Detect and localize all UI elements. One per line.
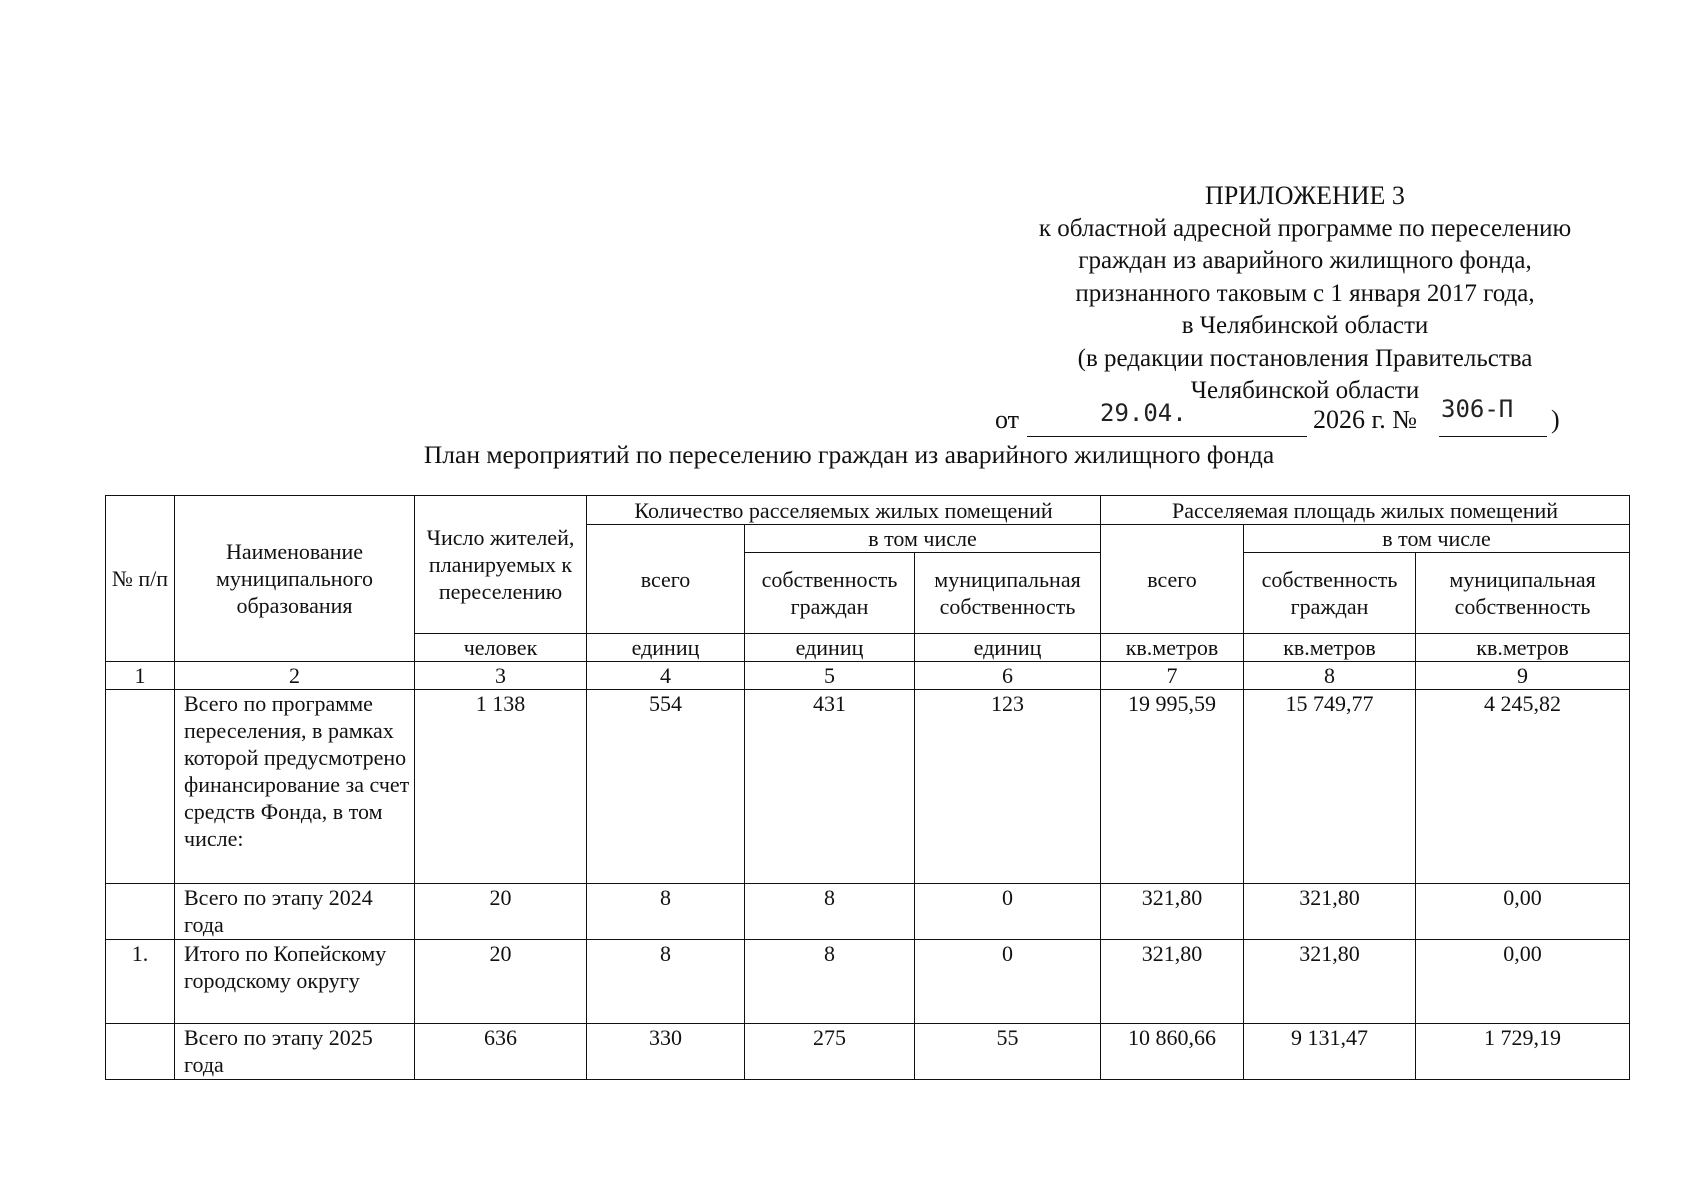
header-name: Наименование муниципального образования bbox=[175, 496, 415, 662]
annex-line: граждан из аварийного жилищного фонда, bbox=[1078, 247, 1532, 274]
row-area-citizens: 15 749,77 bbox=[1244, 690, 1416, 884]
handwritten-number: 306-П bbox=[1441, 395, 1514, 423]
row-count-total: 8 bbox=[587, 884, 745, 940]
plan-title: План мероприятий по переселению граждан из аварийного жилищного фонда bbox=[423, 440, 1275, 469]
annex-line: Челябинской области bbox=[1190, 377, 1420, 404]
unit-people: человек bbox=[415, 634, 587, 662]
row-count-total: 8 bbox=[587, 940, 745, 1024]
header-count-citizens: собственность граждан bbox=[745, 553, 915, 634]
column-number: 2 bbox=[175, 662, 415, 690]
column-number: 9 bbox=[1416, 662, 1630, 690]
annex-line: признанного таковым с 1 января 2017 года, bbox=[1075, 279, 1535, 307]
row-count-municipal: 0 bbox=[915, 940, 1101, 1024]
date-blank bbox=[1027, 436, 1307, 437]
header-count-municipal: муниципальная собственность bbox=[915, 553, 1101, 634]
row-area-citizens: 321,80 bbox=[1244, 940, 1416, 1024]
row-area-municipal: 4 245,82 bbox=[1416, 690, 1630, 884]
row-count-citizens: 275 bbox=[745, 1024, 915, 1080]
table-row bbox=[106, 940, 1630, 1024]
row-count-citizens: 431 bbox=[745, 690, 915, 884]
column-number: 4 bbox=[587, 662, 745, 690]
resettlement-plan-table bbox=[105, 495, 1630, 1080]
header-residents: Число жителей, планируемых к переселению bbox=[415, 496, 587, 634]
table-row bbox=[106, 690, 1630, 884]
row-area-citizens: 321,80 bbox=[1244, 884, 1416, 940]
unit-units: единиц bbox=[587, 634, 745, 662]
unit-sqm: кв.метров bbox=[1101, 634, 1244, 662]
unit-units: единиц bbox=[915, 634, 1101, 662]
column-number: 3 bbox=[415, 662, 587, 690]
header-num: № п/п bbox=[106, 496, 175, 662]
row-residents: 636 bbox=[415, 1024, 587, 1080]
header-area-including: в том числе bbox=[1244, 525, 1630, 553]
unit-sqm: кв.метров bbox=[1416, 634, 1630, 662]
header-area-citizens: собственность граждан bbox=[1244, 553, 1416, 634]
header-area-group: Расселяемая площадь жилых помещений bbox=[1101, 496, 1630, 525]
row-area-total: 321,80 bbox=[1101, 940, 1244, 1024]
column-number: 7 bbox=[1101, 662, 1244, 690]
column-number: 8 bbox=[1244, 662, 1416, 690]
row-name: Всего по программе переселения, в рамках которой предусмотрено финансирование за счет средств Фонда, в том числе: bbox=[175, 690, 415, 884]
row-area-municipal: 0,00 bbox=[1416, 884, 1630, 940]
row-num bbox=[106, 884, 175, 940]
column-number: 1 bbox=[106, 662, 175, 690]
row-area-total: 19 995,59 bbox=[1101, 690, 1244, 884]
annex-line: в Челябинской области bbox=[1181, 312, 1429, 339]
row-area-total: 10 860,66 bbox=[1101, 1024, 1244, 1080]
date-prefix: от bbox=[995, 405, 1020, 434]
row-count-municipal: 123 bbox=[915, 690, 1101, 884]
row-name: Всего по этапу 2024 года bbox=[175, 884, 415, 940]
row-area-citizens: 9 131,47 bbox=[1244, 1024, 1416, 1080]
annex-line: (в редакции постановления Правительства bbox=[1077, 344, 1533, 372]
table-row bbox=[106, 884, 1630, 940]
row-residents: 20 bbox=[415, 940, 587, 1024]
table-row bbox=[106, 1024, 1630, 1080]
resolution-date-line bbox=[995, 395, 1595, 441]
header-area-municipal: муниципальная собственность bbox=[1416, 553, 1630, 634]
row-count-total: 554 bbox=[587, 690, 745, 884]
row-area-municipal: 1 729,19 bbox=[1416, 1024, 1630, 1080]
column-number: 5 bbox=[745, 662, 915, 690]
row-count-total: 330 bbox=[587, 1024, 745, 1080]
annex-header bbox=[960, 180, 1650, 408]
annex-title: ПРИЛОЖЕНИЕ 3 bbox=[1205, 181, 1405, 210]
row-count-citizens: 8 bbox=[745, 940, 915, 1024]
unit-sqm: кв.метров bbox=[1244, 634, 1416, 662]
handwritten-date: 29.04. bbox=[1100, 399, 1187, 427]
header-area-total: всего bbox=[1101, 525, 1244, 634]
date-year: 2026 г. № bbox=[1313, 405, 1418, 434]
row-num bbox=[106, 1024, 175, 1080]
row-residents: 20 bbox=[415, 884, 587, 940]
header-count-group: Количество расселяемых жилых помещений bbox=[587, 496, 1101, 525]
number-blank bbox=[1439, 436, 1547, 437]
column-number: 6 bbox=[915, 662, 1101, 690]
row-num: 1. bbox=[106, 940, 175, 1024]
row-count-citizens: 8 bbox=[745, 884, 915, 940]
header-count-total: всего bbox=[587, 525, 745, 634]
row-num bbox=[106, 690, 175, 884]
row-count-municipal: 55 bbox=[915, 1024, 1101, 1080]
row-area-municipal: 0,00 bbox=[1416, 940, 1630, 1024]
row-residents: 1 138 bbox=[415, 690, 587, 884]
unit-units: единиц bbox=[745, 634, 915, 662]
row-count-municipal: 0 bbox=[915, 884, 1101, 940]
header-count-including: в том числе bbox=[745, 525, 1101, 553]
row-name: Всего по этапу 2025 года bbox=[175, 1024, 415, 1080]
row-area-total: 321,80 bbox=[1101, 884, 1244, 940]
date-suffix: ) bbox=[1551, 405, 1560, 434]
row-name: Итого по Копейскому городскому округу bbox=[175, 940, 415, 1024]
annex-line: к областной адресной программе по переселению bbox=[1038, 214, 1572, 242]
